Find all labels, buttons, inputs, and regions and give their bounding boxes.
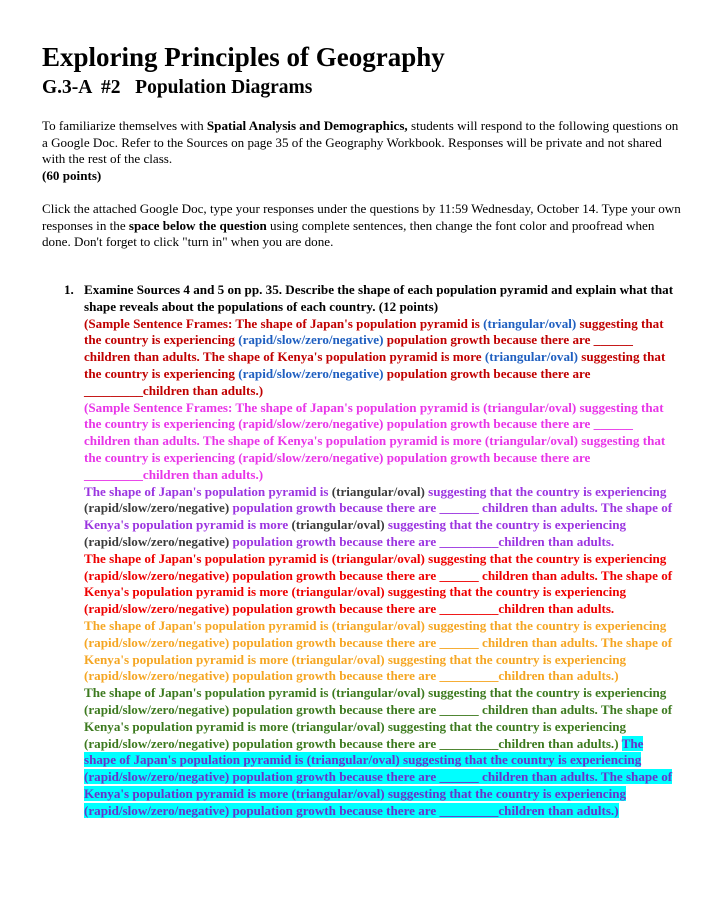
frame-text: suggesting that the country is experiencing [84,315,664,348]
question-prompt: Examine Sources 4 and 5 on pp. 35. Describe the shape of each population pyramid and explain what that shape reveals about the populations of each country. (12 points) [84,282,674,314]
sentence-frame-magenta: (Sample Sentence Frames: The shape of Japan's population pyramid is (triangular/oval) suggesting that the country is experiencing (rapid/slow/zero/negative) population growth because there are ______ children than adults. The shape of Kenya's population pyramid is more (triangular/oval) suggesting that the country is experiencing (rapid/slow/zero/negative) population growth because there are _________children than adults.) [84,399,666,482]
points-label: (60 points) [42,167,102,183]
frame-text: population growth because there are ______ children than adults. The shape of Kenya's population pyramid is more [84,500,673,533]
frame-option: (triangular/oval) [483,315,577,331]
frame-option: (rapid/slow/zero/negative) [238,332,384,348]
frame-text: The shape of Japan's population pyramid is [84,483,332,499]
frame-option: (triangular/oval) [291,517,385,533]
frame-text: population growth because there are _________children than adults. [229,533,615,549]
intro-paragraph [42,118,682,184]
instructions-text: Click the attached Google Doc, type your responses under the questions by 11:59 Wednesday, October 14. Type your own responses in the [42,201,681,233]
response-red: The shape of Japan's population pyramid is (triangular/oval) suggesting that the country is experiencing (rapid/slow/zero/negative) population growth because there are ______ children than adults. The shape of Kenya's population pyramid is more (triangular/oval) suggesting that the country is experiencing (rapid/slow/zero/negative) population growth because there are _________children than adults. [84,550,673,617]
instructions-text-cont: using complete sentences, then change the font color and proofread when done. Don't forget to click "turn in" when you are done. [42,217,655,250]
frame-option: (rapid/slow/zero/negative) [238,365,384,381]
frame-text: suggesting that the country is experiencing [424,483,667,499]
frame-option: (rapid/slow/zero/negative) [84,533,230,549]
frame-text: suggesting that the country is experiencing [384,517,627,533]
intro-text: To familiarize themselves with [42,118,207,133]
instructions-paragraph [42,201,682,251]
frame-option: (triangular/oval) [331,483,425,499]
frame-text: population growth because there are ______ children than adults. The shape of Kenya's population pyramid is more [84,332,633,365]
frame-text: population growth because there are _________children than adults.) [84,365,591,398]
frame-option: (rapid/slow/zero/negative) [84,500,230,516]
instructions-emphasis: space below the question [128,217,267,233]
sentence-frame-red [84,316,665,398]
question-body [84,282,674,820]
question-number: 1. [64,282,74,297]
page-subtitle: G.3-A #2 Population Diagrams [42,77,313,98]
response-purple [84,484,672,549]
intro-emphasis: Spatial Analysis and Demographics, [206,118,408,133]
response-orange: The shape of Japan's population pyramid is (triangular/oval) suggesting that the country is experiencing (rapid/slow/zero/negative) population growth because there are ______ children than adults. The shape of Kenya's population pyramid is more (triangular/oval) suggesting that the country is experiencing (rapid/slow/zero/negative) population growth because there are _________children than adults.) [84,617,673,684]
intro-text-cont: students will respond to the following questions on a Google Doc. Refer to the Sources on page 35 of the Geography Workbook. Responses will be private and not shared with the rest of the class. [42,118,679,167]
response-green: The shape of Japan's population pyramid is (triangular/oval) suggesting that the country is experiencing (rapid/slow/zero/negative) population growth because there are ______ children than adults. The shape of Kenya's population pyramid is more (triangular/oval) suggesting that the country is experiencing (rapid/slow/zero/negative) population growth because there are _________children than adults.) [84,685,673,751]
frame-text: suggesting that the country is experiencing [84,349,666,381]
page-title: Exploring Principles of Geography [42,42,445,72]
frame-option: (triangular/oval) [484,349,579,365]
frame-text: (Sample Sentence Frames: The shape of Japan's population pyramid is [84,315,484,331]
response-highlighted: The shape of Japan's population pyramid is (triangular/oval) suggesting that the country is experiencing (rapid/slow/zero/negative) population growth because there are ______ children than adults. The shape of Kenya's population pyramid is more (triangular/oval) suggesting that the country is experiencing (rapid/slow/zero/negative) population growth because there are _________children than adults.) [84,735,673,818]
